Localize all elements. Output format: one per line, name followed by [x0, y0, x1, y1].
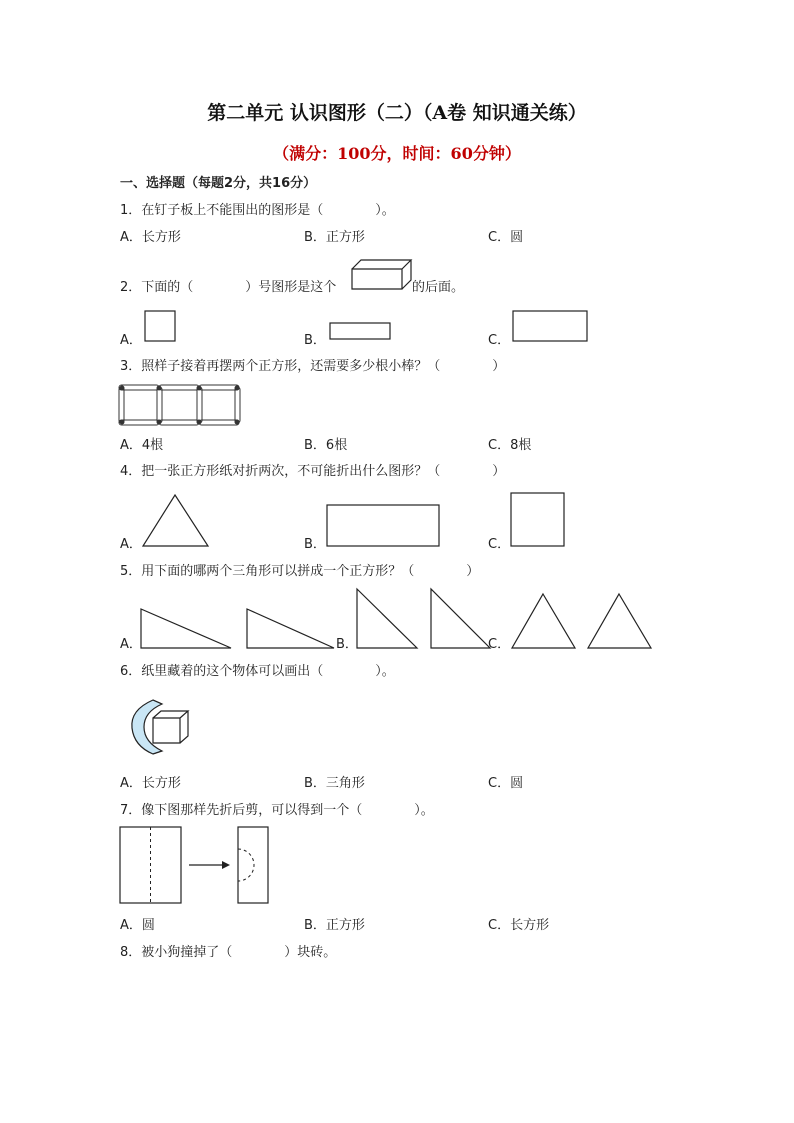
q2-square-shape [144, 310, 178, 344]
q6-option-a[interactable]: A．长方形 [120, 776, 181, 791]
question-2-stem-end: 的后面。 [412, 280, 465, 295]
q5-option-a[interactable]: A． [120, 637, 142, 652]
q3-option-a[interactable]: A．4根 [120, 438, 164, 453]
matchstick-squares-figure [118, 384, 242, 428]
page-title: 第二单元 认识图形（二）（A卷 知识通关练） [207, 102, 587, 124]
exam-meta: （满分：100分，时间：60分钟） [273, 144, 521, 163]
q4-option-c[interactable]: C． [488, 537, 511, 552]
q7-option-a[interactable]: A．圆 [120, 918, 155, 933]
q5-obtuse-triangle-2 [244, 608, 340, 650]
q5-right-triangle-1 [354, 588, 420, 650]
question-5-stem: 5．用下面的哪两个三角形可以拼成一个正方形？（ ） [120, 564, 480, 579]
q5-equilateral-triangle-1 [511, 593, 577, 650]
question-3-stem: 3．照样子接着再摆两个正方形，还需要多少根小棒？（ ） [120, 359, 506, 374]
q2-option-b[interactable]: B． [304, 333, 326, 348]
q3-option-b[interactable]: B．6根 [304, 438, 348, 453]
q5-equilateral-triangle-2 [587, 593, 653, 650]
q4-triangle-shape [142, 494, 210, 548]
question-7-stem: 7．像下图那样先折后剪，可以得到一个（ ）。 [120, 803, 434, 818]
hidden-object-figure [128, 698, 194, 756]
q4-square-shape [510, 492, 566, 548]
q4-option-b[interactable]: B． [304, 537, 326, 552]
q1-option-c[interactable]: C．圆 [488, 230, 524, 245]
q1-option-b[interactable]: B．正方形 [304, 230, 365, 245]
q1-option-a[interactable]: A．长方形 [120, 230, 181, 245]
q4-rectangle-shape [326, 504, 442, 548]
q7-option-b[interactable]: B．正方形 [304, 918, 365, 933]
q5-obtuse-triangle-1 [138, 608, 234, 650]
q6-option-c[interactable]: C．圆 [488, 776, 524, 791]
q7-option-c[interactable]: C．长方形 [488, 918, 550, 933]
q3-option-c[interactable]: C．8根 [488, 438, 532, 453]
q5-right-triangle-2 [428, 588, 494, 650]
q2-option-a[interactable]: A． [120, 333, 142, 348]
question-2-stem-start: 2．下面的（ ）号图形是这个 [120, 280, 337, 295]
q4-option-a[interactable]: A． [120, 537, 142, 552]
question-1-stem: 1．在钉子板上不能围出的图形是（ ）。 [120, 203, 395, 218]
q2-rectangle-shape [512, 310, 590, 344]
question-6-stem: 6．纸里藏着的这个物体可以画出（ ）。 [120, 664, 395, 679]
cuboid-figure [350, 258, 414, 294]
q5-option-b[interactable]: B． [336, 637, 358, 652]
question-4-stem: 4．把一张正方形纸对折两次，不可能折出什么图形？（ ） [120, 464, 506, 479]
fold-cut-figure [119, 826, 279, 906]
q5-option-c[interactable]: C． [488, 637, 511, 652]
q2-option-c[interactable]: C． [488, 333, 511, 348]
q2-thin-rectangle-shape [329, 322, 393, 342]
section-heading: 一、选择题（每题2分，共16分） [120, 176, 317, 191]
q6-option-b[interactable]: B．三角形 [304, 776, 365, 791]
question-8-stem: 8．被小狗撞掉了（ ）块砖。 [120, 945, 337, 960]
